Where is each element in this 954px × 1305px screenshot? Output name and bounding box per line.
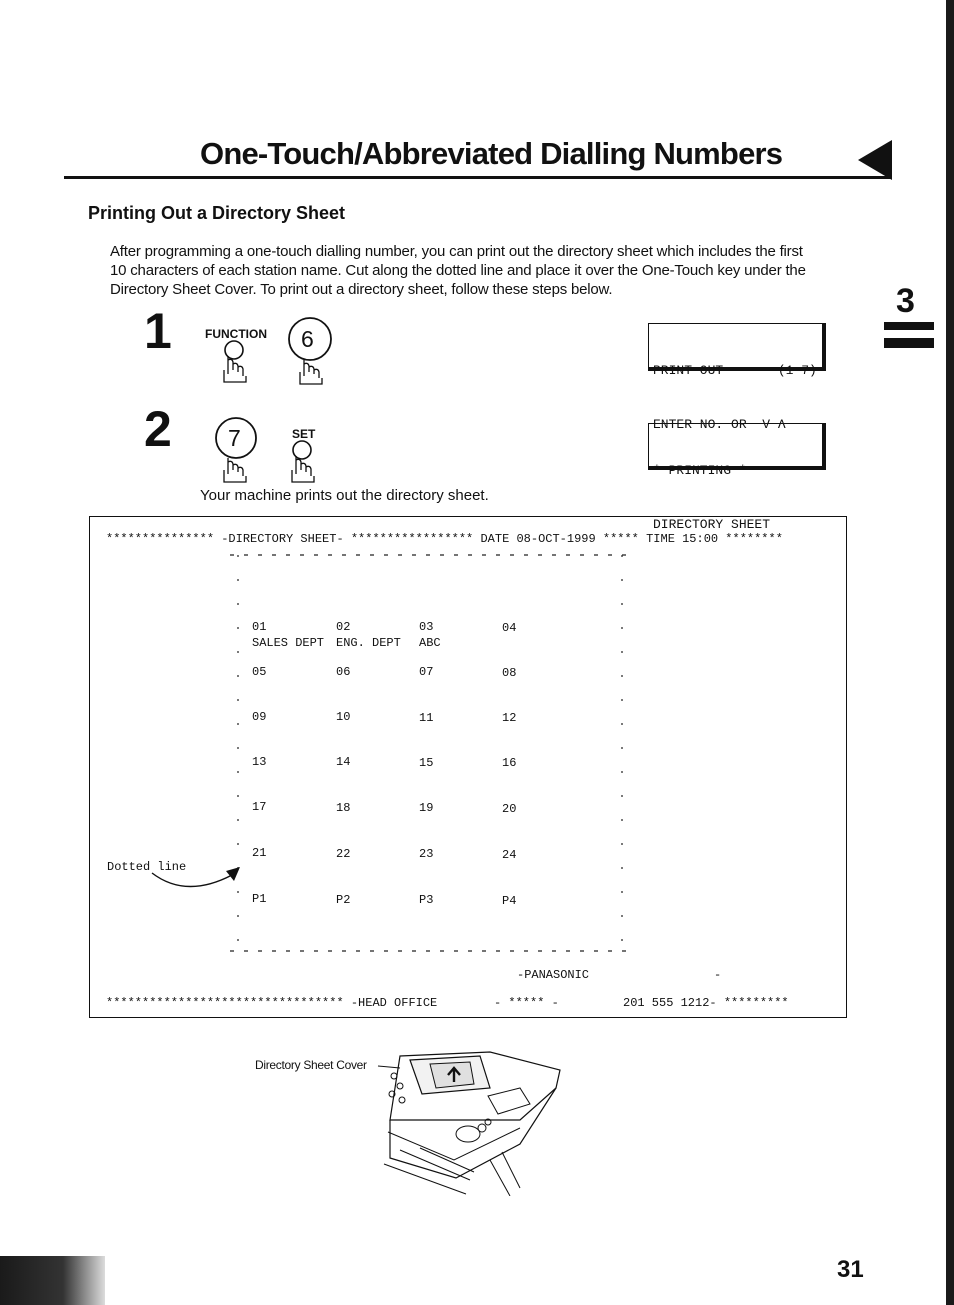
page-edge-bar (946, 0, 954, 1305)
key-number: 11 (419, 711, 434, 725)
key-number: 23 (419, 847, 434, 861)
key-6-label: 6 (301, 326, 314, 352)
key-number: 06 (336, 665, 351, 679)
key-number: 22 (336, 847, 351, 861)
key-number: 03 (419, 620, 434, 634)
station-name: SALES DEPT (252, 636, 325, 650)
key-number: P4 (502, 894, 517, 908)
sheet-footer-mid: - ***** - (494, 996, 559, 1010)
key-number: P1 (252, 892, 267, 906)
station-name: ABC (419, 636, 441, 650)
sheet-header: *************** -DIRECTORY SHEET- ***************** DATE 08-OCT-1999 ***** TIME 15:00 ******** (106, 532, 783, 546)
page-corner-shading (0, 1256, 105, 1305)
key-number: 05 (252, 665, 267, 679)
intro-line: After programming a one-touch dialling number, you can print out the directory sheet which includes the first (110, 243, 803, 260)
chapter-number: 3 (896, 282, 915, 320)
key-number: 14 (336, 755, 351, 769)
key-number: 10 (336, 710, 351, 724)
step-number-1: 1 (144, 303, 172, 359)
dotted-line-label: Dotted line (107, 860, 187, 874)
chapter-tab-bar (884, 338, 934, 348)
directory-sheet-printout (89, 516, 847, 1018)
key-number: 15 (419, 756, 434, 770)
sheet-footer-dash: - (714, 968, 722, 982)
key-number: 18 (336, 801, 351, 815)
section-title: Printing Out a Directory Sheet (88, 203, 346, 223)
chapter-tab-bar (884, 322, 934, 330)
key-number: 02 (336, 620, 351, 634)
finger-press-key-icon (218, 340, 254, 384)
key-number: 04 (502, 621, 517, 635)
lcd-line: DIRECTORY SHEET (653, 517, 771, 532)
key-number: 16 (502, 756, 517, 770)
key-number: 21 (252, 846, 267, 860)
title-arrow-icon (858, 140, 892, 180)
key-number: 09 (252, 710, 267, 724)
key-number: 17 (252, 800, 267, 814)
sheet-footer-company: -PANASONIC (517, 968, 590, 982)
step-caption: Your machine prints out the directory sheet. (200, 487, 489, 504)
step-number-2: 2 (144, 401, 172, 457)
lcd-line: * PRINTING * (653, 463, 747, 478)
title-rule (64, 176, 892, 179)
key-number: 08 (502, 666, 517, 680)
station-name: ENG. DEPT (336, 636, 401, 650)
sheet-footer-right: 201 555 1212- ********* (623, 996, 789, 1010)
page-title: One-Touch/Abbreviated Dialling Numbers (200, 136, 783, 171)
lcd-display-step-2 (648, 423, 826, 532)
set-key-label: SET (292, 427, 316, 441)
intro-paragraph (110, 242, 860, 299)
intro-line: Directory Sheet Cover. To print out a directory sheet, follow these steps below. (110, 281, 613, 298)
directory-sheet-cover-label: Directory Sheet Cover (255, 1058, 367, 1072)
key-number: 19 (419, 801, 434, 815)
finger-press-key-icon (286, 438, 322, 484)
key-number: 13 (252, 755, 267, 769)
key-number: 24 (502, 848, 517, 862)
key-number: P3 (419, 893, 434, 907)
key-number: 12 (502, 711, 517, 725)
pointer-arrow-icon (146, 863, 242, 899)
lcd-display-step-1 (648, 323, 826, 432)
lcd-line: ENTER NO. OR V Λ (653, 417, 786, 432)
lcd-line: PRINT OUT (1-7) (653, 363, 817, 378)
key-number: 07 (419, 665, 434, 679)
function-key-label: FUNCTION (205, 327, 267, 341)
fax-machine-illustration (370, 1048, 566, 1196)
key-7-label: 7 (228, 425, 241, 451)
key-number: 20 (502, 802, 517, 816)
sheet-footer-left: ********************************* -HEAD OFFICE (106, 996, 438, 1010)
page-number: 31 (837, 1256, 864, 1283)
key-number: P2 (336, 893, 351, 907)
intro-line: 10 characters of each station name. Cut along the dotted line and place it over the One-Touch key under the (110, 262, 806, 279)
key-number: 01 (252, 620, 267, 634)
